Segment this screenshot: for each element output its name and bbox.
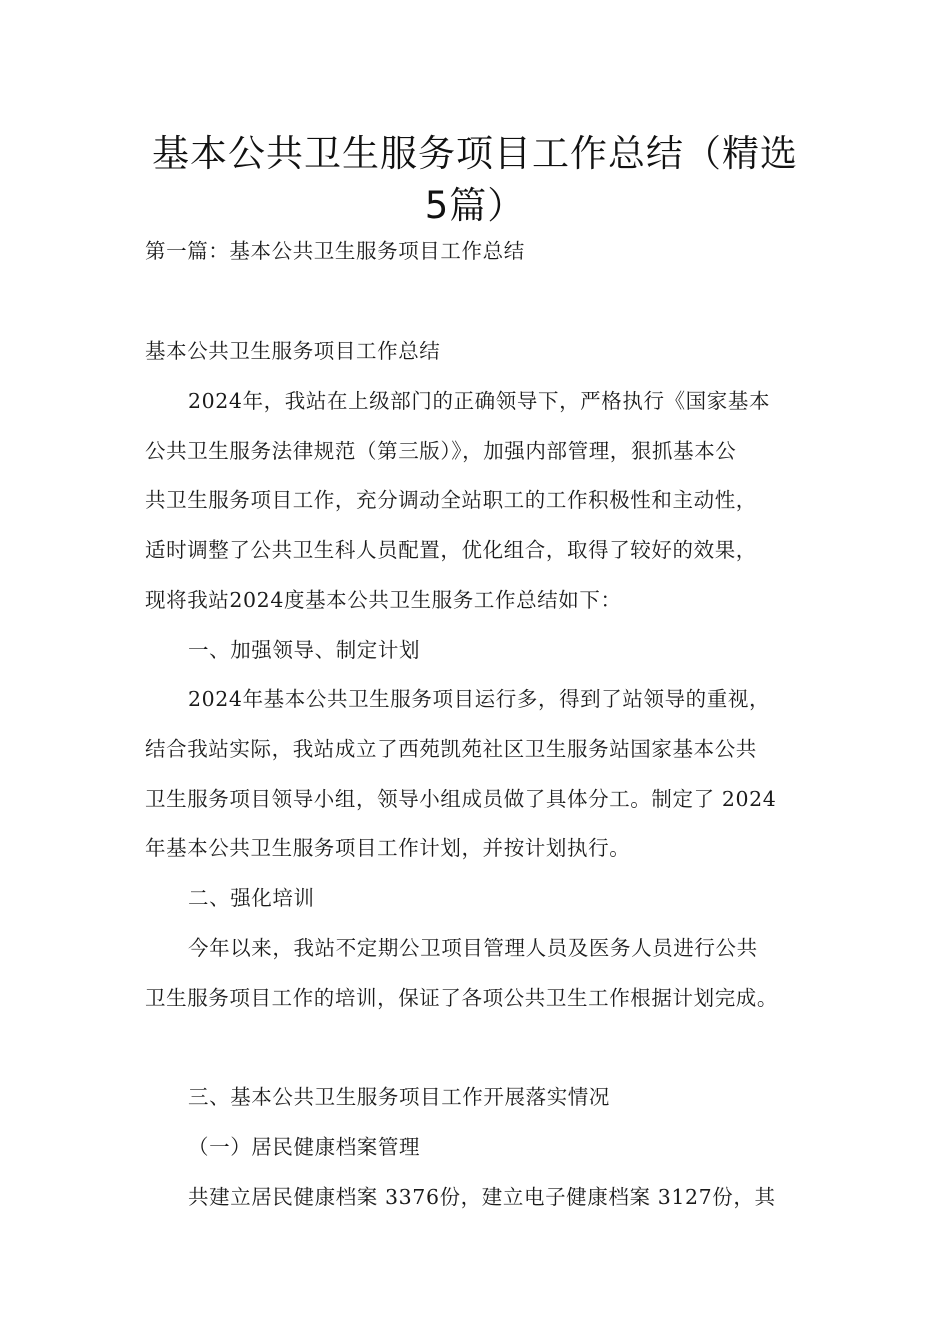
section-heading: 一、加强领导、制定计划 xyxy=(188,638,421,662)
paragraph-line: 2024年基本公共卫生服务项目运行多，得到了站领导的重视， xyxy=(188,687,771,711)
section-heading: 三、基本公共卫生服务项目工作开展落实情况 xyxy=(188,1085,610,1109)
paragraph-line: 今年以来，我站不定期公卫项目管理人员及医务人员进行公共 xyxy=(188,936,758,960)
paragraph-line: 现将我站2024度基本公共卫生服务工作总结如下： xyxy=(145,588,622,612)
document-title-line-1: 基本公共卫生服务项目工作总结（精选 xyxy=(152,132,798,175)
paragraph-line: 共卫生服务项目工作，充分调动全站职工的工作积极性和主动性， xyxy=(145,488,757,512)
paragraph-line: 2024年，我站在上级部门的正确领导下，严格执行《国家基本 xyxy=(188,389,771,413)
paragraph-line: 卫生服务项目工作的培训，保证了各项公共卫生工作根据计划完成。 xyxy=(145,986,778,1010)
paragraph-line: 结合我站实际，我站成立了西苑凯苑社区卫生服务站国家基本公共 xyxy=(145,737,757,761)
paragraph-line: 卫生服务项目领导小组，领导小组成员做了具体分工。制定了 2024 xyxy=(145,787,777,811)
document-title-line-2: 5篇） xyxy=(424,184,526,227)
paragraph-line: 共建立居民健康档案 3376份，建立电子健康档案 3127份，其 xyxy=(188,1185,776,1209)
subtitle-line: 基本公共卫生服务项目工作总结 xyxy=(145,339,441,363)
section-heading: 二、强化培训 xyxy=(188,886,315,910)
paragraph-line: 年基本公共卫生服务项目工作计划，并按计划执行。 xyxy=(145,836,631,860)
paragraph-line: 公共卫生服务法律规范（第三版）》，加强内部管理，狠抓基本公 xyxy=(145,439,737,463)
section-heading-part-one: 第一篇：基本公共卫生服务项目工作总结 xyxy=(145,239,525,263)
paragraph-line: 适时调整了公共卫生科人员配置，优化组合，取得了较好的效果， xyxy=(145,538,757,562)
subsection-heading: （一）居民健康档案管理 xyxy=(188,1135,421,1159)
